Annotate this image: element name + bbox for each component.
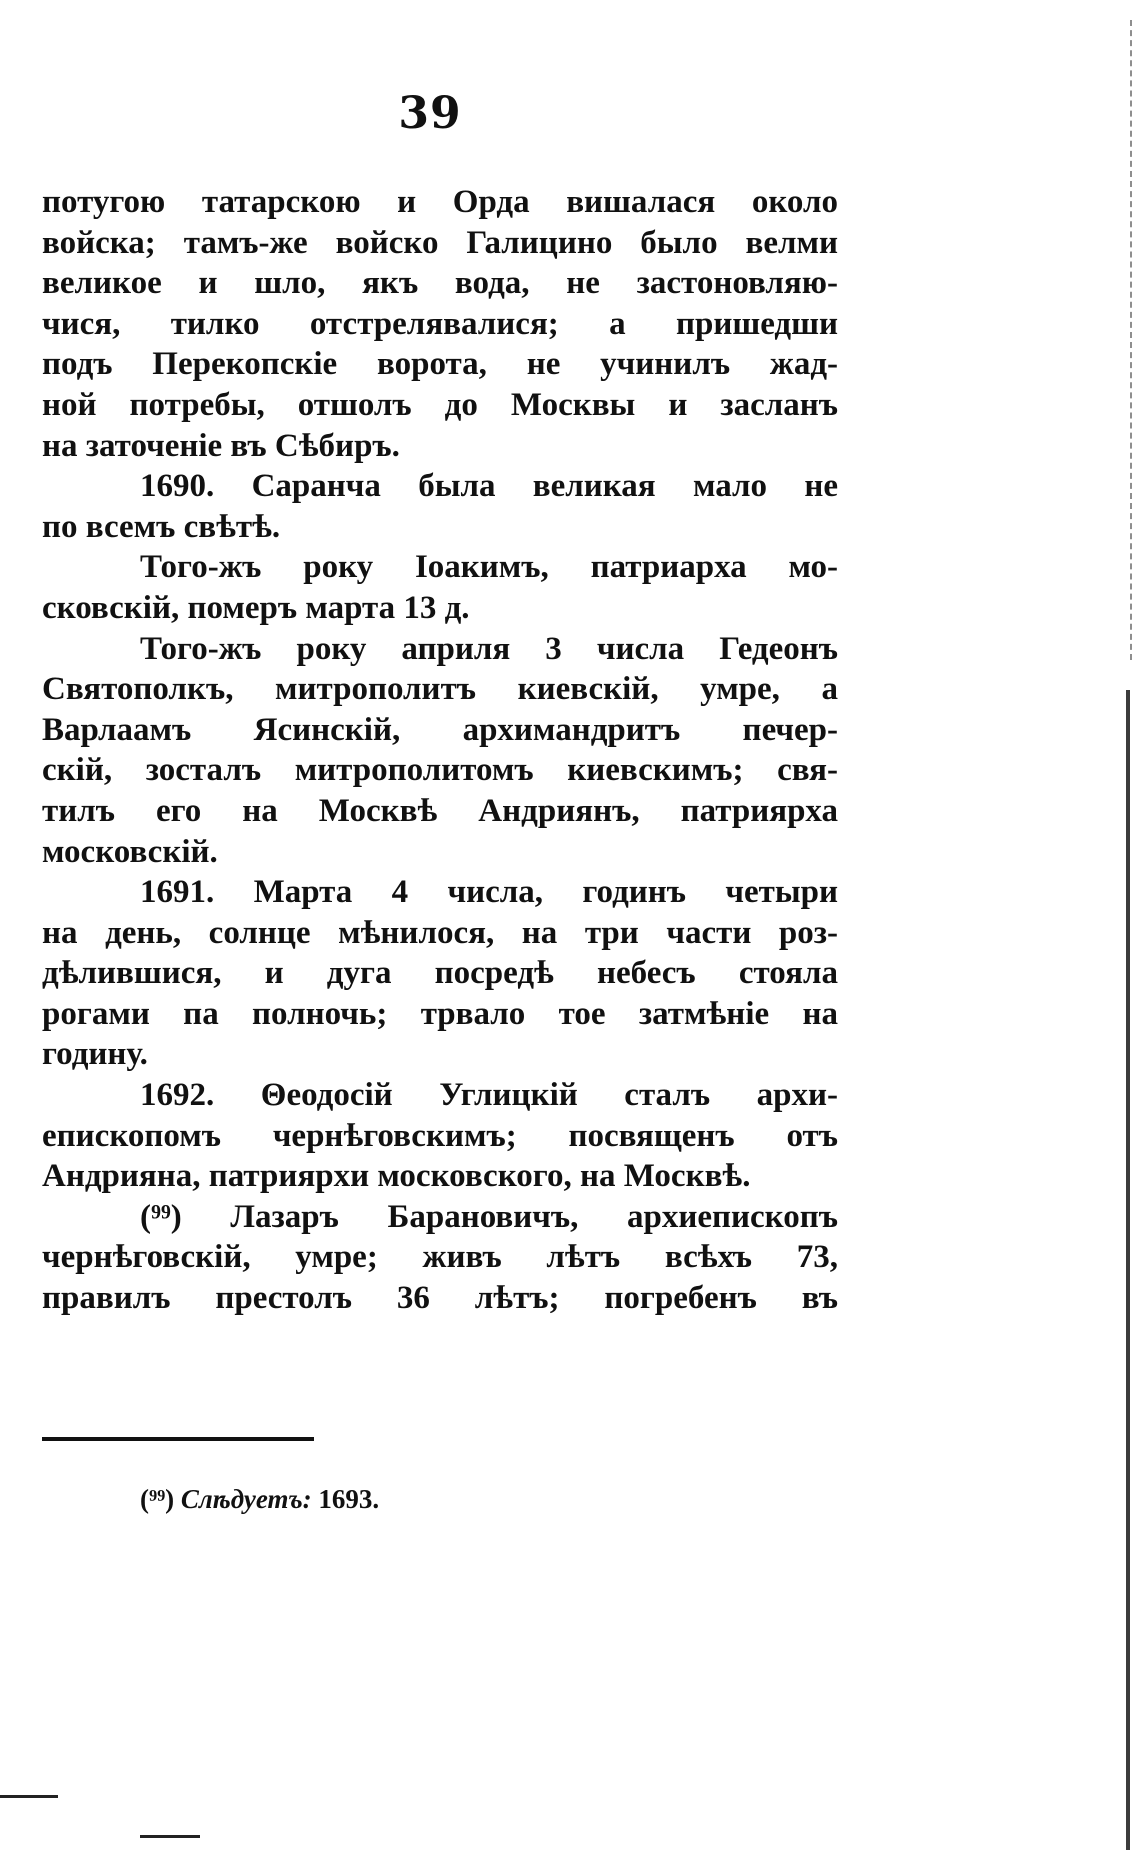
- text-line: правилъ престолъ 36 лѣтъ; погребенъ въ: [42, 1280, 838, 1317]
- footnote-value: 1693.: [318, 1484, 380, 1514]
- text-line: рогами па полночь; трвало тое затмѣніе на: [42, 995, 838, 1032]
- text-line: ной потребы, отшолъ до Москвы и засланъ: [42, 386, 838, 423]
- text-line: сковскій, померъ марта 13 д.: [42, 589, 470, 626]
- text-line: дѣлившися, и дуга посредѣ небесъ стояла: [42, 955, 838, 992]
- text-line: чися, тилко отстрелявалися; а пришедши: [42, 305, 838, 342]
- text-line: Того-жъ року Іоакимъ, патриарха мо-: [140, 549, 838, 586]
- text-line: Варлаамъ Ясинскій, архимандритъ печер-: [42, 711, 838, 748]
- footnote-label: Слѣдуетъ:: [180, 1484, 312, 1514]
- text-line: на день, солнце мѣнилося, на три части роз-: [42, 914, 838, 951]
- scan-dash-mark: [0, 1795, 58, 1798]
- text-line: Андрияна, патриярхи московского, на Москвѣ.: [42, 1158, 751, 1195]
- text-line: 1690. Саранча была великая мало не: [140, 468, 838, 505]
- text-line: чернѣговскій, умре; живъ лѣтъ всѣхъ 73,: [42, 1239, 838, 1276]
- text-line: 1692. Θеодосій Углицкій сталъ архи-: [140, 1077, 838, 1114]
- footnote-marker: (⁹⁹): [140, 1484, 175, 1514]
- text-line: подъ Перекопскіе ворота, не учинилъ жад-: [42, 346, 838, 383]
- text-line: епископомъ чернѣговскимъ; посвященъ отъ: [42, 1117, 838, 1154]
- text-line: по всемъ свѣтѣ.: [42, 508, 281, 545]
- text-line: тилъ его на Москвѣ Андриянъ, патриярха: [42, 792, 838, 829]
- text-line: скій, зосталъ митрополитомъ киевскимъ; свя-: [42, 752, 838, 789]
- text-line: (⁹⁹) Лазаръ Барановичъ, архиепископъ: [140, 1198, 838, 1235]
- scan-edge: [1126, 690, 1138, 1850]
- text-line: Того-жъ року априля 3 числа Гедеонъ: [140, 630, 838, 667]
- scan-edge-top: [1130, 20, 1134, 660]
- text-line: потугою татарскою и Орда вишалася около: [42, 184, 838, 220]
- text-line: на заточеніе въ Сѣбиръ.: [42, 427, 400, 464]
- scan-dash-mark: [140, 1835, 200, 1838]
- text-line: московскій.: [42, 833, 218, 870]
- page-number: 39: [398, 88, 462, 139]
- footnote: [140, 1484, 379, 1515]
- text-line: великое и шло, якъ вода, не застоновляю-: [42, 265, 838, 302]
- text-line: Святополкъ, митрополитъ киевскій, умре, а: [42, 671, 838, 708]
- footnote-rule: [42, 1437, 314, 1441]
- body-text: [42, 182, 838, 1319]
- text-line: годину.: [42, 1036, 148, 1073]
- text-line: 1691. Марта 4 числа, годинъ четыри: [140, 874, 838, 911]
- text-line: войска; тамъ-же войско Галицино было велми: [42, 224, 838, 261]
